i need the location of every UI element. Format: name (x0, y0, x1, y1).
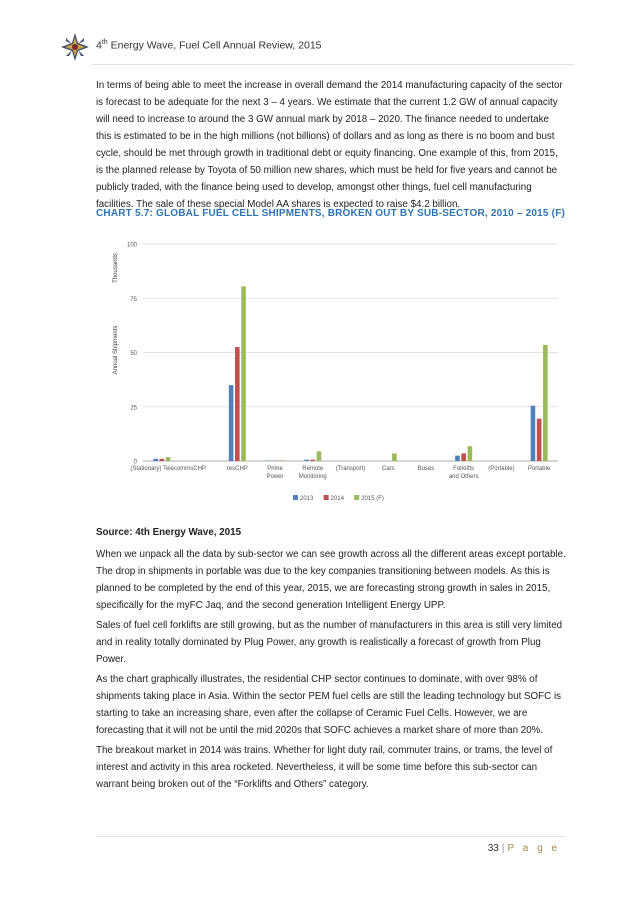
x-tick-label: Prime (267, 466, 283, 472)
x-tick-label: (Stationary) Telecomms (130, 466, 194, 472)
bar (304, 460, 309, 461)
bar (392, 453, 397, 461)
legend-label: 2015 (F) (361, 496, 384, 502)
paragraph-trains: The breakout market in 2014 was trains. Whether for light duty rail, commuter trains, or trams, the level of interest and activity in this area rocketed. Nevertheless, it will be some time before this sub-sector can warrant being broken out of the “Forklifts and Others” category. (96, 745, 553, 790)
unit-label: Thousands (113, 253, 119, 283)
bar (310, 460, 315, 461)
x-tick-label: CHP (193, 466, 206, 472)
y-tick-label: 100 (126, 242, 137, 249)
x-tick-label: resCHP (226, 466, 248, 472)
x-tick-label: Forklifts (453, 466, 475, 472)
paragraph-forklifts: Sales of fuel cell forklifts are still growing, but as the number of manufacturers in this area is still very limited and in reality totally dominated by Plug Power, any growth is realistically a forecast of growth from Plug Power. (96, 620, 563, 665)
bar (279, 460, 284, 461)
y-tick-label: 75 (130, 296, 137, 303)
bar (241, 286, 246, 461)
x-tick-label: Portable (527, 466, 551, 472)
legend-label: 2014 (330, 496, 344, 502)
footer-separator: | (501, 843, 505, 854)
header-divider (92, 64, 574, 65)
bar (468, 446, 473, 461)
document-title: 4th Energy Wave, Fuel Cell Annual Review, 2015 (96, 39, 322, 52)
chart-title: CHART 5.7: GLOBAL FUEL CELL SHIPMENTS, BROKEN OUT BY SUB-SECTOR, 2010 – 2015 (F) (96, 208, 566, 219)
x-tick-label: Monitoring (298, 474, 327, 480)
paragraph-subsector: When we unpack all the data by sub-sector we can see growth across all the different areas except portable. The drop in shipments in portable was due to the key companies transitioning between models. As this is planned to be completed by the end of this year, 2015, we are forecasting strong growth in sales in 2015, specifically for the myFC Jaq, and the second generation Intelligent Energy UPP. (96, 549, 566, 611)
bar (166, 457, 171, 461)
bar (537, 419, 542, 461)
legend-swatch (324, 495, 329, 500)
legend-label: 2013 (300, 496, 314, 502)
chart-gridlines (143, 244, 558, 461)
bar (531, 406, 536, 461)
bar (160, 459, 165, 461)
page-word: P a g e (507, 843, 560, 854)
x-tick-label: Remote (302, 466, 324, 472)
bar (317, 451, 322, 461)
chart-bars (153, 286, 547, 461)
legend-swatch (293, 495, 298, 500)
shipments-bar-chart (103, 238, 563, 513)
bar (455, 456, 460, 461)
footer-divider (96, 836, 566, 837)
x-tick-label: (Portable) (488, 466, 515, 472)
chart-source: Source: 4th Energy Wave, 2015 (96, 527, 242, 538)
bar (461, 453, 466, 461)
x-tick-label: Cars (381, 466, 395, 472)
chart-legend (293, 495, 384, 502)
page-header (54, 30, 574, 70)
x-tick-label: and Others (448, 474, 479, 480)
bar (153, 459, 158, 461)
x-tick-label: Buses (417, 466, 435, 472)
bar (543, 345, 548, 461)
y-tick-label: 25 (130, 405, 137, 412)
paragraph-chp: As the chart graphically illustrates, the residential CHP sector continues to dominate, with over 98% of shipments taking place in Asia. Within the sector PEM fuel cells are still the leading technology but SOFC is starting to take an increasing share, even after the collapse of Ceramic Fuel Cells. However, we are forecasting that it will not be until the mid 2020s that SOFC achieves a market share of more than 20%. (96, 674, 562, 736)
bar (229, 385, 234, 461)
page-footer (488, 843, 560, 854)
y-tick-label: 0 (133, 459, 137, 466)
star-logo-icon (60, 32, 90, 62)
x-tick-label: Power (266, 474, 284, 480)
legend-swatch (354, 495, 359, 500)
page-number: 33 (487, 843, 499, 854)
x-tick-label: (Transport) (335, 466, 366, 472)
paragraph-capacity: In terms of being able to meet the increase in overall demand the 2014 manufacturing capacity of the sector is forecast to be adequate for the next 3 – 4 years. We estimate that the current 1.2 GW of annual capacity will need to increase to around the 3 GW annual mark by 2018 – 2020. The finance needed to undertake this is estimated to be in the high millions (not billions) of dollars and as long as there is no boom and bust cycle, should be met through growth in traditional debt or equity financing. One example of this, from 2015, is the planned release by Toyota of 50 million new shares, which must be held for five years and cannot be publicly traded, with the finance being used to develop, amongst other things, fuel cell manufacturing facilities. The sale of these special Model AA shares is expected to raise $4.2 billion. (96, 80, 563, 210)
chart-labels (113, 243, 551, 481)
y-tick-label: 50 (130, 351, 137, 357)
y-axis-title: Annual Shipments (113, 325, 119, 375)
bar (235, 347, 240, 461)
